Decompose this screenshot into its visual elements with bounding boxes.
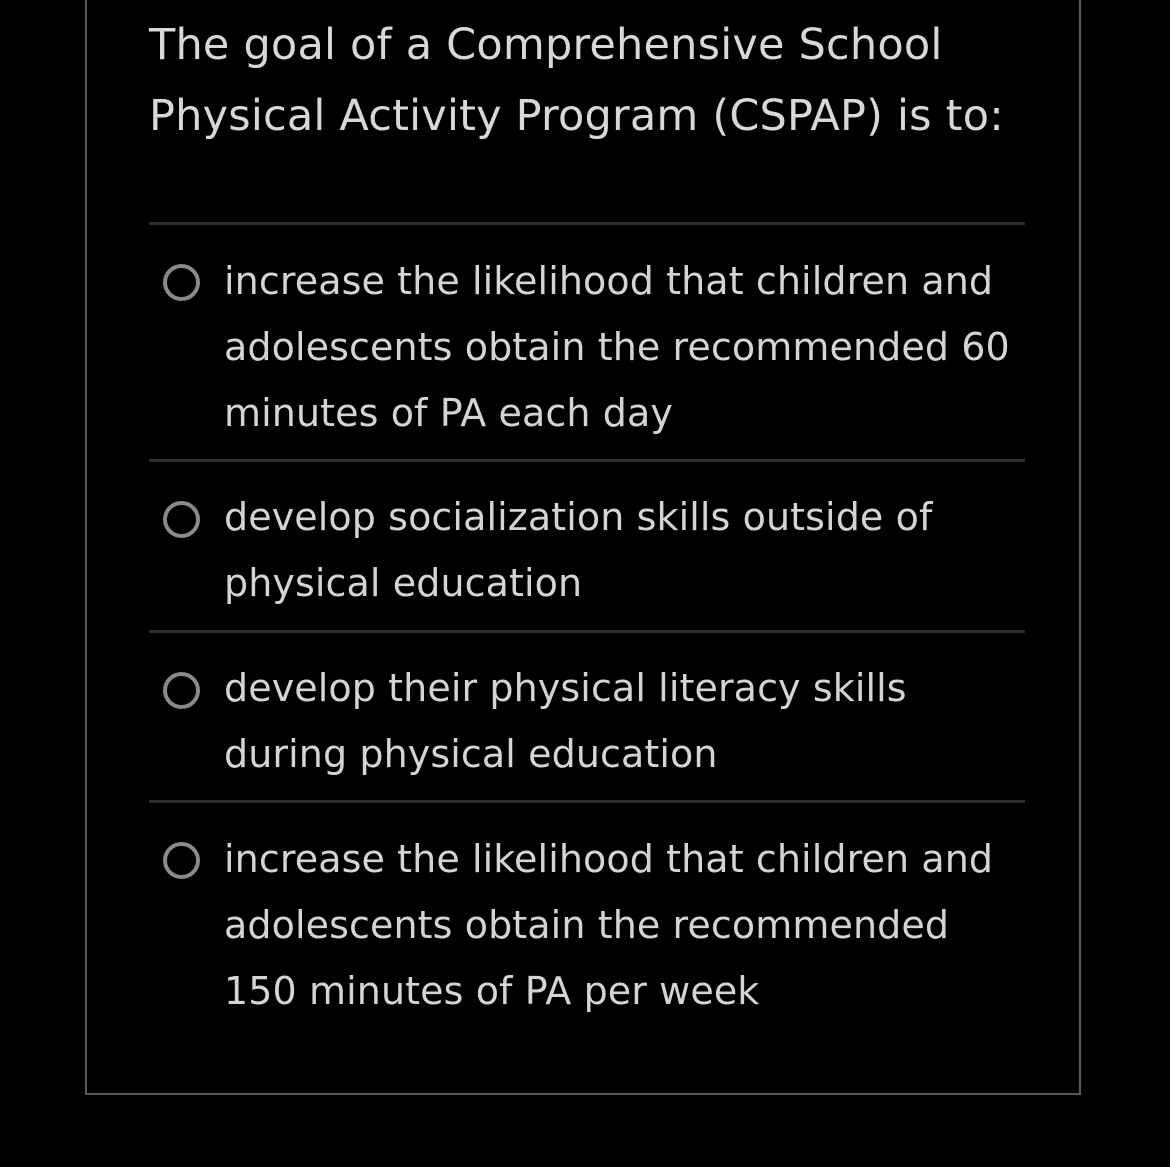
radio-button-icon[interactable] [163,501,200,538]
divider [149,800,1025,803]
radio-button-icon[interactable] [163,672,200,709]
radio-button-icon[interactable] [163,264,200,301]
answer-option-1[interactable] [149,248,1025,448]
answer-option-4[interactable] [149,826,1025,1026]
answer-option-label[interactable]: develop socialization skills outside of physical education [224,495,933,605]
question-card [85,0,1081,1095]
answer-option-2[interactable] [149,484,1025,618]
divider [149,459,1025,462]
radio-button-icon[interactable] [163,842,200,879]
answer-option-label[interactable]: increase the likelihood that children and adolescents obtain the recommended 150 minutes of PA per week [224,837,994,1013]
divider [149,222,1025,225]
question-text: The goal of a Comprehensive School Physical Activity Program (CSPAP) is to: [149,20,1004,141]
answer-option-3[interactable] [149,655,1025,789]
divider [149,630,1025,633]
answer-option-label[interactable]: develop their physical literacy skills during physical education [224,666,907,776]
answer-option-label[interactable]: increase the likelihood that children and adolescents obtain the recommended 60 minutes of PA each day [224,259,1010,435]
